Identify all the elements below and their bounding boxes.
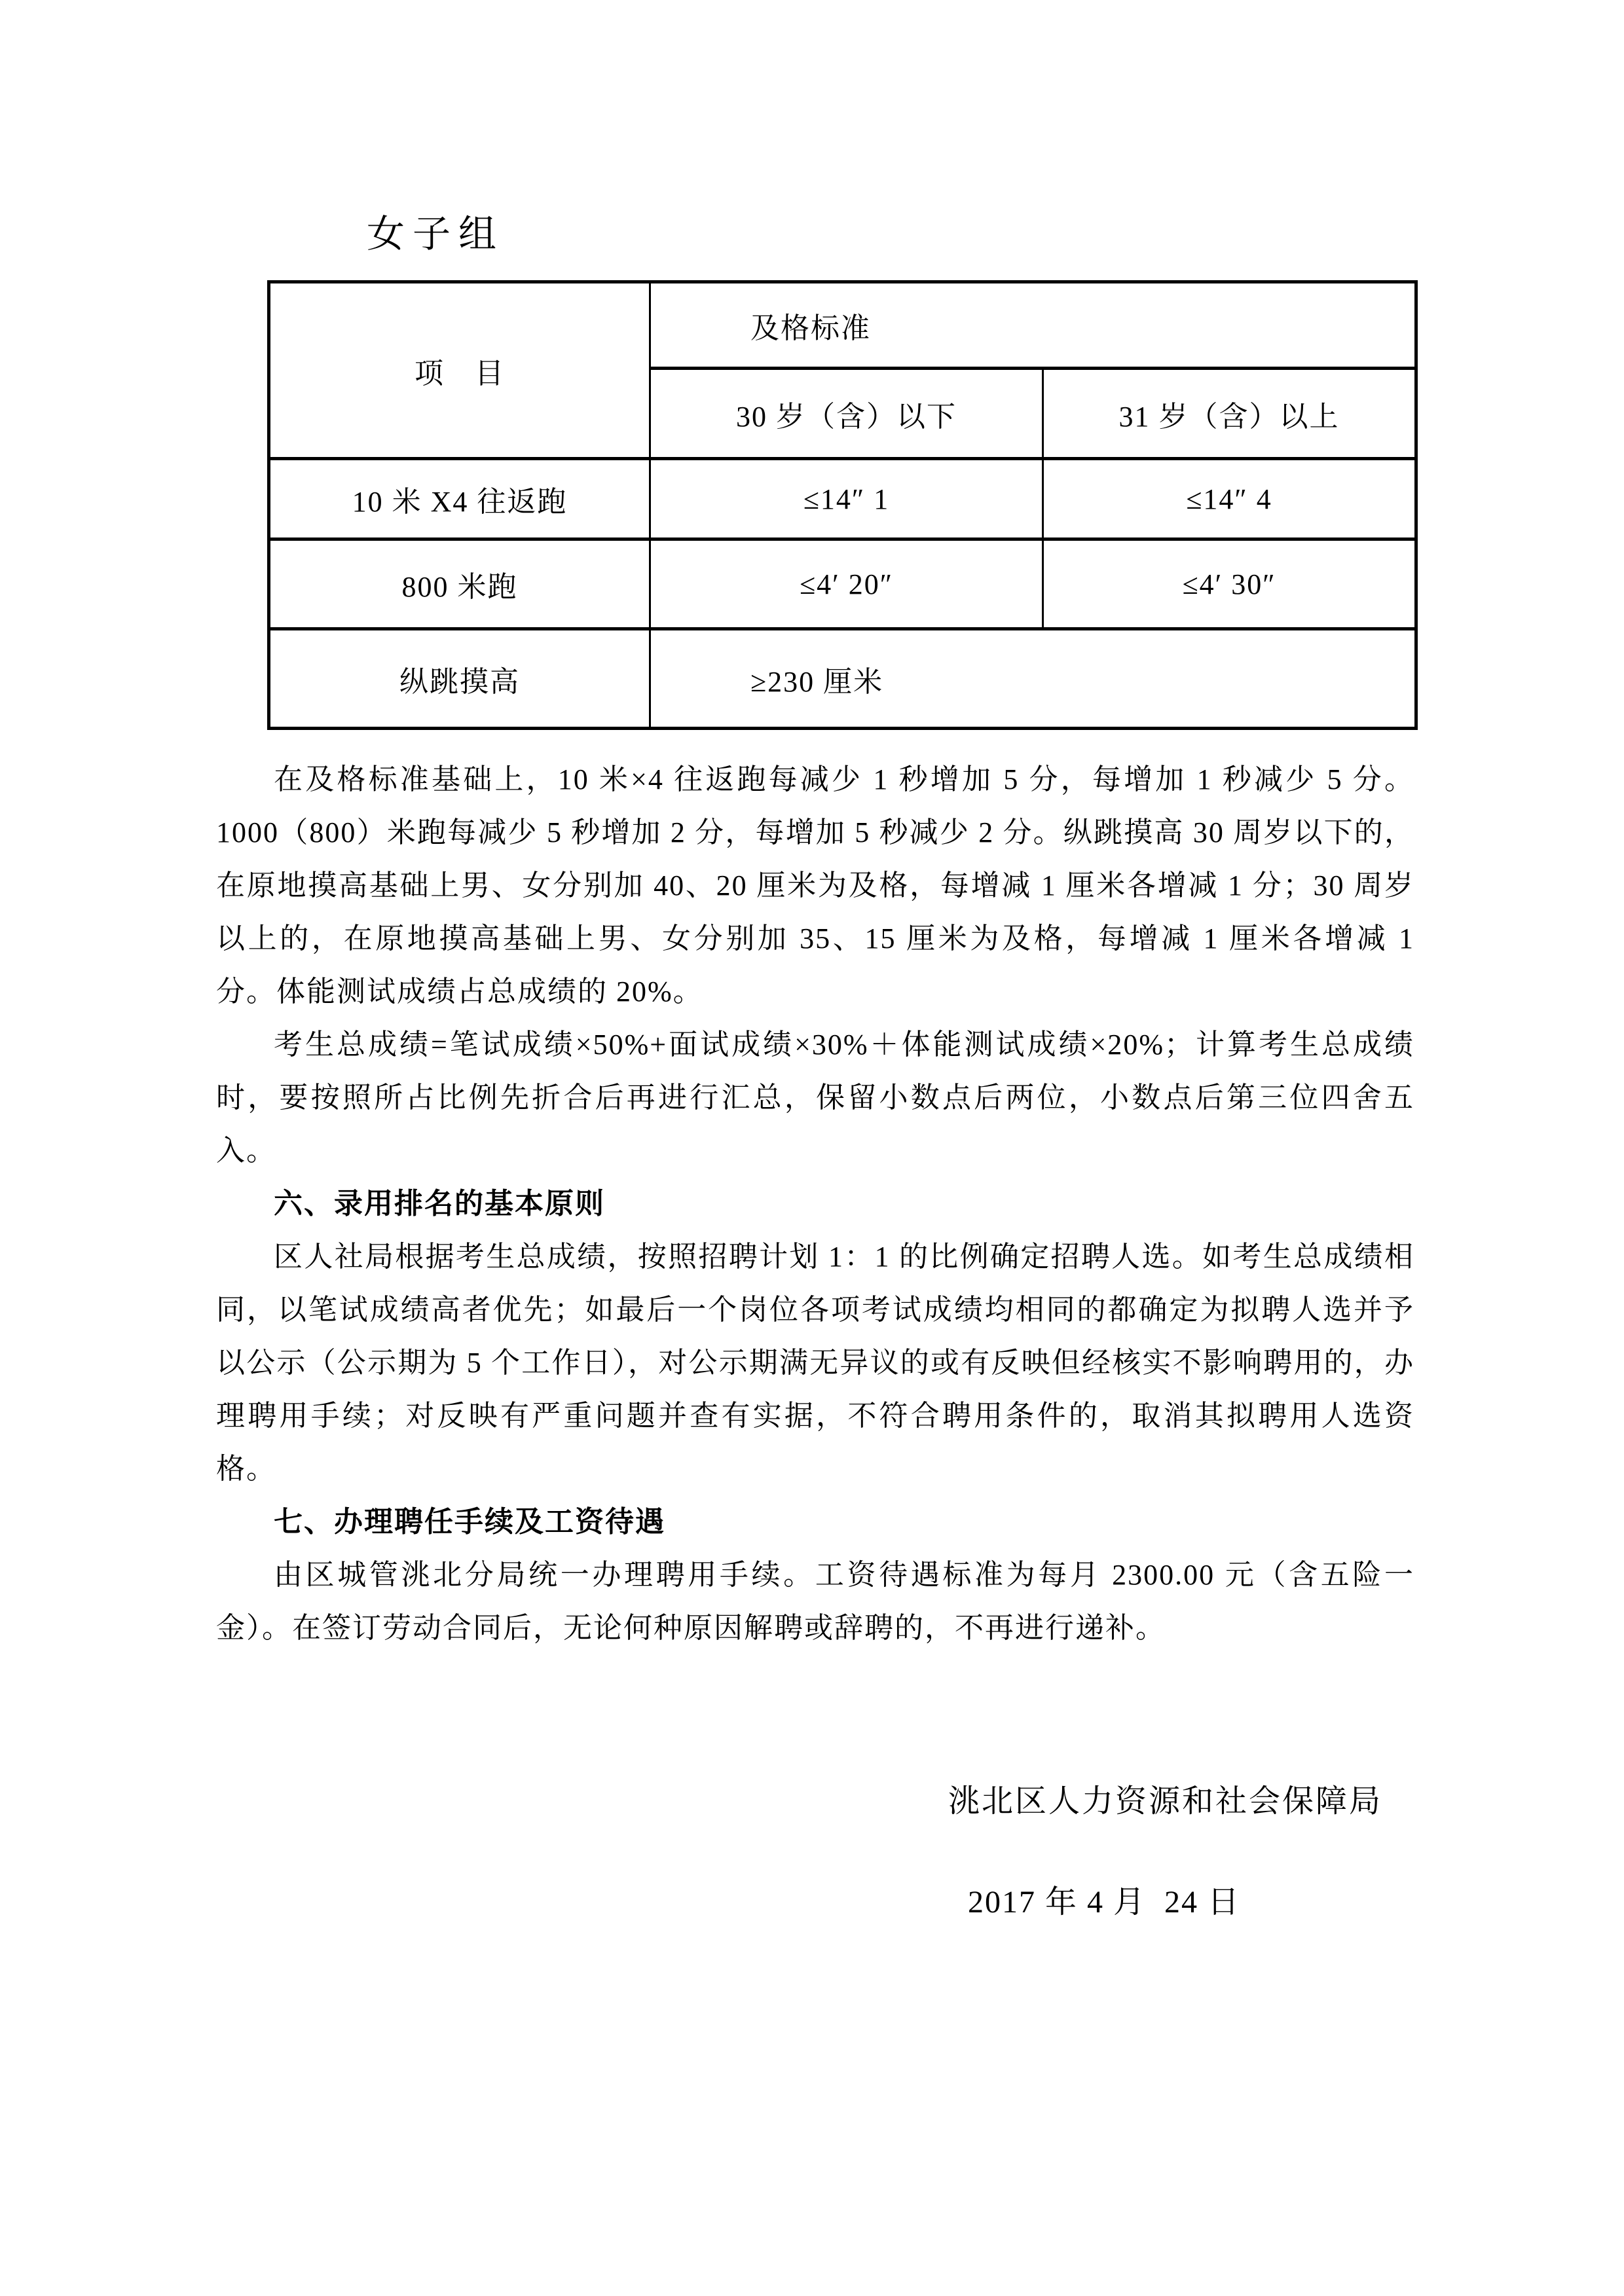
paragraph-total-score-formula: 考生总成绩=笔试成绩×50%+面试成绩×30%＋体能测试成绩×20%；计算考生总成绩时，要按照所占比例先折合后再进行汇总，保留小数点后两位，小数点后第三位四舍五入。 bbox=[216, 1029, 1414, 1167]
paragraph-scoring-rules: 在及格标准基础上，10 米×4 往返跑每减少 1 秒增加 5 分，每增加 1 秒减少 5 分。1000（800）米跑每减少 5 秒增加 2 分，每增加 5 秒减少 2 分。纵跳摸高 30 周岁以下的，在原地摸高基础上男、女分别加 40、20 厘米为及格，每增减 1 厘米各增减 1 分；30 周岁以上的，在原地摸高基础上男、女分别加 35、15 厘米为及格，每增减 1 厘米各增减 1 分。体能测试成绩占总成绩的 20%。 bbox=[216, 763, 1414, 1008]
cell-800m-over: ≤4′ 30″ bbox=[1043, 539, 1416, 629]
header-cell-item: 项 目 bbox=[269, 282, 650, 459]
cell-800m-under: ≤4′ 20″ bbox=[650, 539, 1043, 629]
cell-shuttle-under: ≤14″ 1 bbox=[650, 459, 1043, 539]
paragraph-ranking-principle: 区人社局根据考生总成绩，按照招聘计划 1：1 的比例确定招聘人选。如考生总成绩相同，以笔试成绩高者优先；如最后一个岗位各项考试成绩均相同的都确定为拟聘人选并予以公示（公示期为 5 个工作日），对公示期满无异议的或有反映但经核实不影响聘用的，办理聘用手续；对反映有严重问题并查有实据，不符合聘用条件的，取消其拟聘用人选资格。 bbox=[216, 1241, 1414, 1485]
cell-vertical-jump-standard: ≥230 厘米 bbox=[650, 629, 1416, 729]
cell-item-800m: 800 米跑 bbox=[269, 539, 650, 629]
cell-shuttle-over: ≤14″ 4 bbox=[1043, 459, 1416, 539]
issuing-agency: 洮北区人力资源和社会保障局 bbox=[948, 1784, 1383, 1819]
page-title: 女子组 bbox=[367, 213, 505, 255]
body-text bbox=[216, 753, 1414, 1654]
header-cell-standard: 及格标准 bbox=[650, 282, 1416, 369]
header-cell-age-under: 30 岁（含）以下 bbox=[650, 369, 1043, 459]
cell-item-shuttle-run: 10 米 X4 往返跑 bbox=[269, 459, 650, 539]
issue-date: 2017 年 4 月 24 日 bbox=[968, 1885, 1241, 1920]
standards-table bbox=[267, 280, 1418, 730]
table-row bbox=[269, 459, 1416, 539]
table-header-row-1 bbox=[269, 282, 1416, 369]
heading-section-6: 六、录用排名的基本原则 bbox=[274, 1188, 605, 1220]
paragraph-employment-salary: 由区城管洮北分局统一办理聘用手续。工资待遇标准为每月 2300.00 元（含五险一金）。在签订劳动合同后，无论何种原因解聘或辞聘的，不再进行递补。 bbox=[216, 1559, 1414, 1644]
table-row bbox=[269, 629, 1416, 729]
header-cell-age-over: 31 岁（含）以上 bbox=[1043, 369, 1416, 459]
cell-item-vertical-jump: 纵跳摸高 bbox=[269, 629, 650, 729]
table-row bbox=[269, 539, 1416, 629]
heading-section-7: 七、办理聘任手续及工资待遇 bbox=[274, 1506, 665, 1538]
